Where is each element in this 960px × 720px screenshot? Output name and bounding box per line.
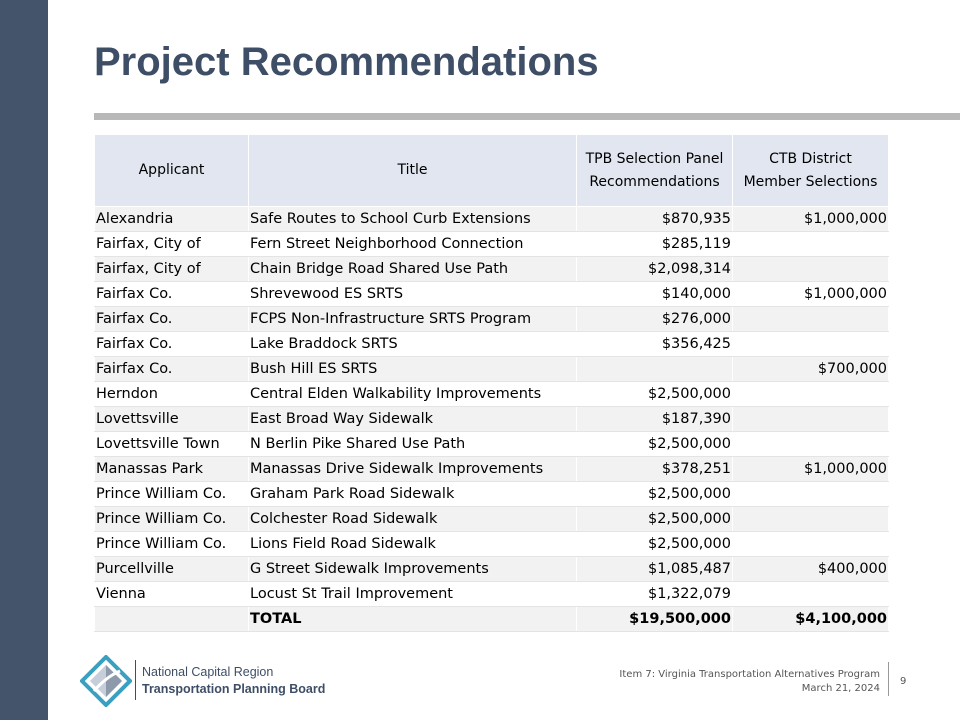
cell-ctb-amount — [733, 257, 889, 282]
table-row — [95, 457, 889, 482]
cell-tpb-amount: $2,098,314 — [577, 257, 733, 282]
table-row — [95, 432, 889, 457]
header-ctb: CTB District Member Selections — [733, 135, 889, 207]
cell-tpb-amount: $285,119 — [577, 232, 733, 257]
table-row — [95, 332, 889, 357]
cell-applicant: Fairfax Co. — [95, 332, 249, 357]
cell-title: Shrevewood ES SRTS — [249, 282, 577, 307]
slide-title: Project Recommendations — [94, 40, 599, 84]
cell-ctb-amount: $1,000,000 — [733, 207, 889, 232]
footer-date: March 21, 2024 — [801, 683, 880, 694]
cell-title: Fern Street Neighborhood Connection — [249, 232, 577, 257]
table-header-row — [95, 135, 889, 207]
cell-tpb-amount: $187,390 — [577, 407, 733, 432]
org-name-line2: Transportation Planning Board — [142, 682, 326, 696]
cell-ctb-amount — [733, 532, 889, 557]
ncr-tpb-logo — [80, 655, 132, 707]
cell-ctb-amount — [733, 232, 889, 257]
cell-ctb-amount — [733, 332, 889, 357]
cell-title: Chain Bridge Road Shared Use Path — [249, 257, 577, 282]
cell-ctb-amount: $1,000,000 — [733, 282, 889, 307]
cell-applicant: Lovettsville — [95, 407, 249, 432]
cell-applicant: Purcellville — [95, 557, 249, 582]
table-row — [95, 557, 889, 582]
cell-title: Manassas Drive Sidewalk Improvements — [249, 457, 577, 482]
cell-applicant: Fairfax Co. — [95, 357, 249, 382]
cell-ctb-amount — [733, 482, 889, 507]
cell-applicant: Prince William Co. — [95, 507, 249, 532]
cell-tpb-amount: $2,500,000 — [577, 482, 733, 507]
table-row — [95, 507, 889, 532]
cell-tpb-amount: $2,500,000 — [577, 507, 733, 532]
cell-tpb-amount — [577, 357, 733, 382]
cell-tpb-amount: $2,500,000 — [577, 532, 733, 557]
cell-title: East Broad Way Sidewalk — [249, 407, 577, 432]
cell-title: Safe Routes to School Curb Extensions — [249, 207, 577, 232]
cell-applicant: Fairfax Co. — [95, 282, 249, 307]
cell-ctb-amount: $1,000,000 — [733, 457, 889, 482]
table-row — [95, 482, 889, 507]
footer-item-text: Item 7: Virginia Transportation Alternatives Program — [619, 669, 880, 680]
cell-applicant: Manassas Park — [95, 457, 249, 482]
cell-applicant: Prince William Co. — [95, 482, 249, 507]
cell-title: Graham Park Road Sidewalk — [249, 482, 577, 507]
cell-title: N Berlin Pike Shared Use Path — [249, 432, 577, 457]
cell-applicant: Fairfax, City of — [95, 257, 249, 282]
cell-tpb-amount: $19,500,000 — [577, 607, 733, 632]
cell-applicant: Herndon — [95, 382, 249, 407]
table-row — [95, 257, 889, 282]
cell-title: Central Elden Walkability Improvements — [249, 382, 577, 407]
cell-tpb-amount: $1,322,079 — [577, 582, 733, 607]
table-row — [95, 282, 889, 307]
table-row — [95, 207, 889, 232]
logo-divider — [135, 660, 136, 700]
cell-tpb-amount: $378,251 — [577, 457, 733, 482]
cell-applicant: Lovettsville Town — [95, 432, 249, 457]
cell-tpb-amount: $1,085,487 — [577, 557, 733, 582]
page-number: 9 — [900, 676, 907, 687]
cell-applicant — [95, 607, 249, 632]
cell-applicant: Vienna — [95, 582, 249, 607]
cell-title: Bush Hill ES SRTS — [249, 357, 577, 382]
table-row — [95, 382, 889, 407]
cell-title: Lake Braddock SRTS — [249, 332, 577, 357]
title-underline — [94, 113, 960, 120]
table-row — [95, 357, 889, 382]
header-applicant: Applicant — [95, 135, 249, 207]
cell-applicant: Fairfax, City of — [95, 232, 249, 257]
table-row — [95, 532, 889, 557]
table-row — [95, 582, 889, 607]
cell-tpb-amount: $356,425 — [577, 332, 733, 357]
left-accent-bar — [0, 0, 48, 720]
cell-ctb-amount — [733, 307, 889, 332]
cell-ctb-amount — [733, 432, 889, 457]
cell-title: Locust St Trail Improvement — [249, 582, 577, 607]
cell-ctb-amount — [733, 382, 889, 407]
header-title: Title — [249, 135, 577, 207]
table-row — [95, 232, 889, 257]
cell-title: Lions Field Road Sidewalk — [249, 532, 577, 557]
cell-title: FCPS Non-Infrastructure SRTS Program — [249, 307, 577, 332]
cell-applicant: Fairfax Co. — [95, 307, 249, 332]
table-total-row — [95, 607, 889, 632]
table-row — [95, 307, 889, 332]
cell-tpb-amount: $140,000 — [577, 282, 733, 307]
cell-ctb-amount — [733, 507, 889, 532]
cell-ctb-amount — [733, 407, 889, 432]
cell-ctb-amount — [733, 582, 889, 607]
org-name-line1: National Capital Region — [142, 665, 274, 679]
cell-ctb-amount: $4,100,000 — [733, 607, 889, 632]
header-tpb: TPB Selection Panel Recommendations — [577, 135, 733, 207]
footer-divider — [888, 662, 889, 696]
cell-title: TOTAL — [249, 607, 577, 632]
cell-title: G Street Sidewalk Improvements — [249, 557, 577, 582]
footer-info — [619, 668, 880, 696]
cell-ctb-amount: $400,000 — [733, 557, 889, 582]
table-row — [95, 407, 889, 432]
projects-table — [94, 134, 889, 632]
cell-applicant: Alexandria — [95, 207, 249, 232]
cell-ctb-amount: $700,000 — [733, 357, 889, 382]
cell-tpb-amount: $2,500,000 — [577, 382, 733, 407]
cell-tpb-amount: $276,000 — [577, 307, 733, 332]
cell-tpb-amount: $2,500,000 — [577, 432, 733, 457]
cell-tpb-amount: $870,935 — [577, 207, 733, 232]
cell-applicant: Prince William Co. — [95, 532, 249, 557]
cell-title: Colchester Road Sidewalk — [249, 507, 577, 532]
